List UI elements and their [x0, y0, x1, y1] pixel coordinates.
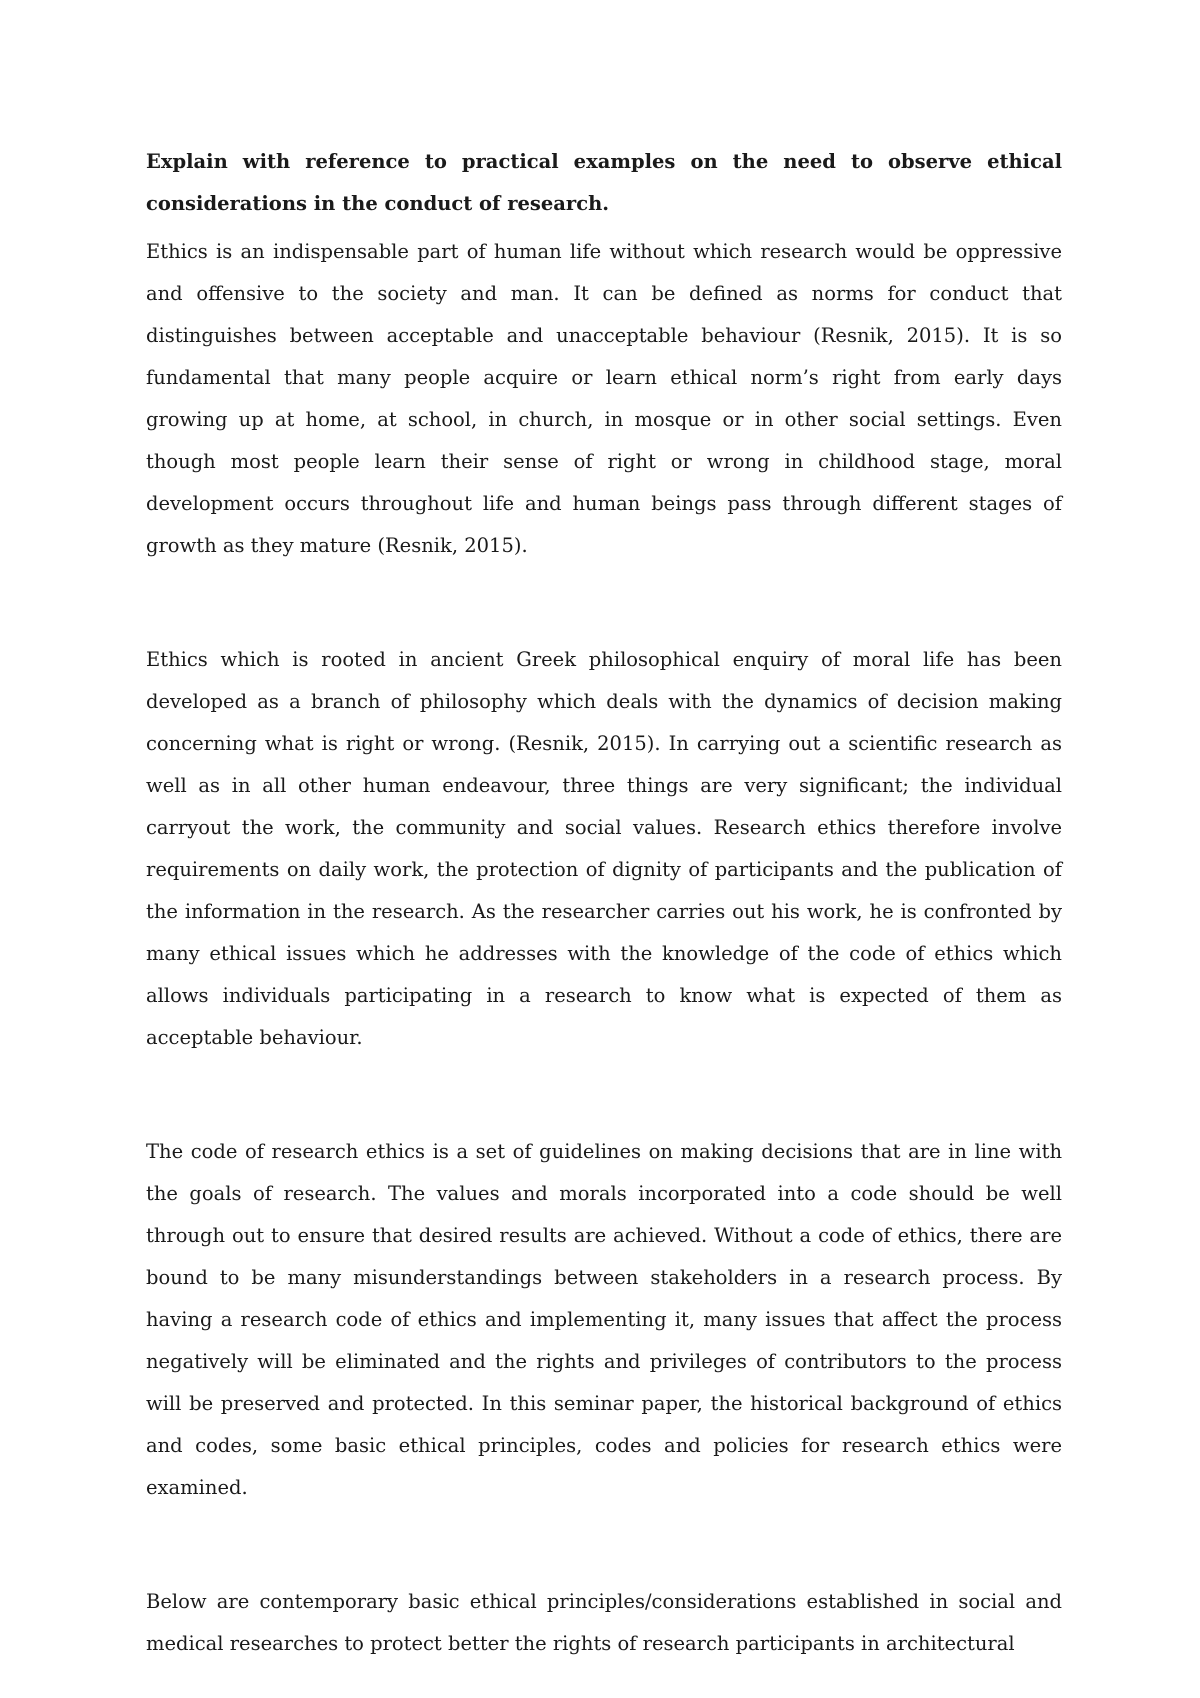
- paragraph-ethical-principles: Below are contemporary basic ethical principles/considerations established in social and medical researches to protect better the rights of research participants in architectural: [146, 1590, 1062, 1655]
- paragraph-code-of-ethics: The code of research ethics is a set of guidelines on making decisions that are in line with the goals of research. The values and morals incorporated into a code should be well through out to ensure that desired results are achieved. Without a code of ethics, there are bound to be many misunderstandings between stakeholders in a research process. By having a research code of ethics and implementing it, many issues that affect the process negatively will be eliminated and the rights and privileges of contributors to the process will be preserved and protected. In this seminar paper, the historical background of ethics and codes, some basic ethical principles, codes and policies for research ethics were examined.: [146, 1140, 1062, 1499]
- document-heading: Explain with reference to practical examples on the need to observe ethical considerations in the conduct of research.: [146, 150, 1062, 215]
- document-body: [146, 141, 1062, 1665]
- paragraph-ethics-origins: Ethics which is rooted in ancient Greek philosophical enquiry of moral life has been developed as a branch of philosophy which deals with the dynamics of decision making concerning what is right or wrong. (Resnik, 2015). In carrying out a scientific research as well as in all other human endeavour, three things are very significant; the individual carryout the work, the community and social values. Research ethics therefore involve requirements on daily work, the protection of dignity of participants and the publication of the information in the research. As the researcher carries out his work, he is confronted by many ethical issues which he addresses with the knowledge of the code of ethics which allows individuals participating in a research to know what is expected of them as acceptable behaviour.: [146, 648, 1062, 1049]
- paragraph-ethics-definition: Ethics is an indispensable part of human life without which research would be oppressive and offensive to the society and man. It can be defined as norms for conduct that distinguishes between acceptable and unacceptable behaviour (Resnik, 2015). It is so fundamental that many people acquire or learn ethical norm’s right from early days growing up at home, at school, in church, in mosque or in other social settings. Even though most people learn their sense of right or wrong in childhood stage, moral development occurs throughout life and human beings pass through different stages of growth as they mature (Resnik, 2015).: [146, 240, 1062, 557]
